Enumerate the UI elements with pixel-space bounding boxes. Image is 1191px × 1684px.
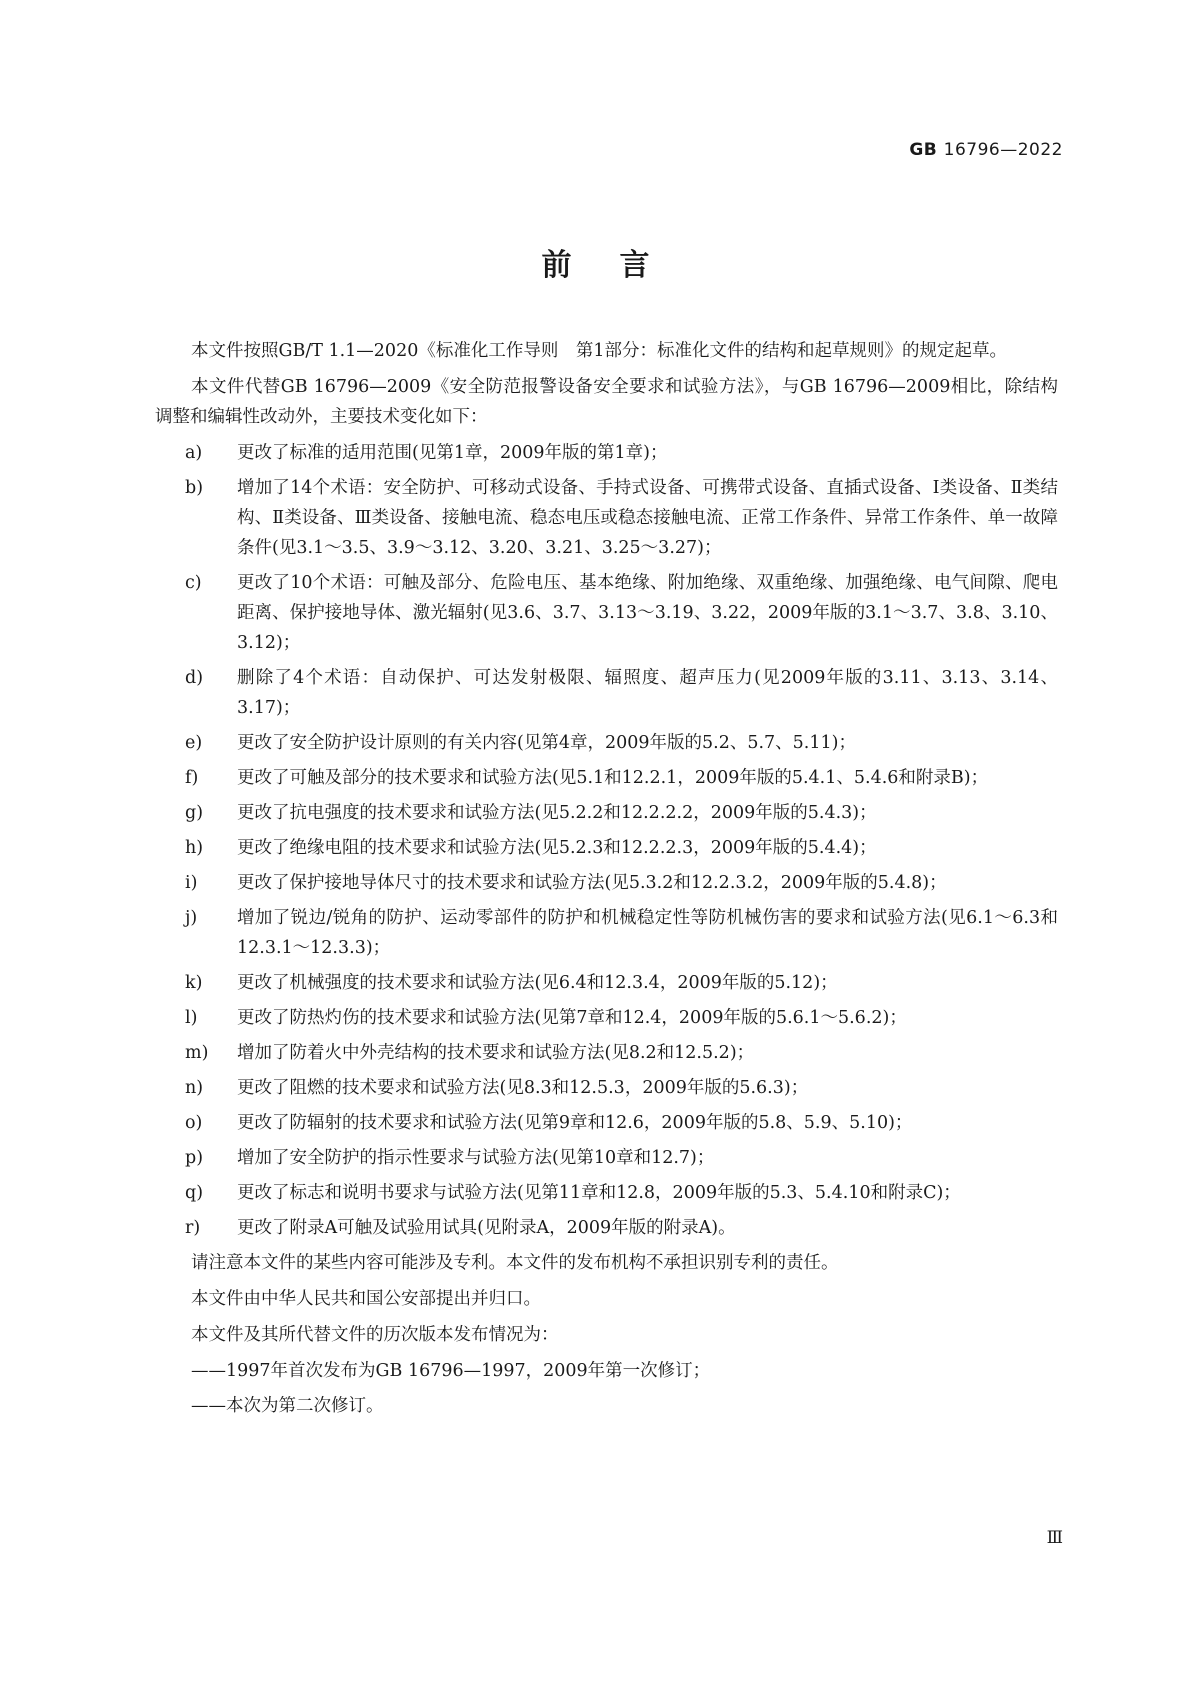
list-item-text: 增加了防着火中外壳结构的技术要求和试验方法(见8.2和12.5.2)； — [237, 1043, 755, 1063]
list-item-text: 更改了附录A可触及试验用试具(见附录A，2009年版的附录A)。 — [237, 1218, 736, 1238]
list-item — [155, 1003, 1058, 1033]
list-item-text: 更改了可触及部分的技术要求和试验方法(见5.1和12.2.1，2009年版的5.4.1、5.4.6和附录B)； — [237, 768, 989, 788]
page-title: 前言 — [541, 248, 698, 283]
list-item-label: j) — [185, 908, 198, 928]
standard-number — [909, 140, 1063, 160]
list-item-label: r) — [185, 1218, 201, 1238]
list-item-label: m) — [185, 1043, 209, 1063]
page-number: Ⅲ — [1046, 1528, 1063, 1548]
list-item-text: 删除了4个术语：自动保护、可达发射极限、辐照度、超声压力(见2009年版的3.11、3.13、3.14、3.17)； — [237, 668, 1058, 718]
list-item — [155, 903, 1058, 963]
list-item-text: 更改了防辐射的技术要求和试验方法(见第9章和12.6，2009年版的5.8、5.9、5.10)； — [237, 1113, 913, 1133]
list-item-label: c) — [185, 573, 202, 593]
list-item-text: 更改了安全防护设计原则的有关内容(见第4章，2009年版的5.2、5.7、5.11)； — [237, 733, 856, 753]
list-item-text: 更改了标准的适用范围(见第1章，2009年版的第1章)； — [237, 443, 668, 463]
list-item-text: 更改了绝缘电阻的技术要求和试验方法(见5.2.3和12.2.2.3，2009年版的5.4.4)； — [237, 838, 877, 858]
list-item-label: d) — [185, 668, 204, 688]
list-item-label: e) — [185, 733, 203, 753]
list-item — [155, 663, 1058, 723]
history-item: ——本次为第二次修订。 — [191, 1396, 384, 1416]
intro-paragraph-1: 本文件按照GB/T 1.1—2020《标准化工作导则 第1部分：标准化文件的结构和起草规则》的规定起草。 — [191, 341, 1007, 361]
list-item-text: 更改了防热灼伤的技术要求和试验方法(见第7章和12.4，2009年版的5.6.1～5.6.2)； — [237, 1008, 907, 1028]
changes-list — [155, 438, 1058, 1243]
list-item — [155, 1213, 1058, 1243]
list-item-text: 更改了机械强度的技术要求和试验方法(见6.4和12.3.4，2009年版的5.12)； — [237, 973, 838, 993]
list-item — [155, 1073, 1058, 1103]
history-item: ——1997年首次发布为GB 16796—1997，2009年第一次修订； — [191, 1361, 711, 1381]
list-item-text: 更改了10个术语：可触及部分、危险电压、基本绝缘、附加绝缘、双重绝缘、加强绝缘、电气间隙、爬电距离、保护接地导体、激光辐射(见3.6、3.7、3.13～3.19、3.22，2009年版的3.1～3.7、3.8、3.10、3.12)； — [237, 573, 1058, 653]
list-item-label: l) — [185, 1008, 198, 1028]
list-item — [155, 473, 1058, 563]
list-item-label: g) — [185, 803, 204, 823]
list-item-text: 更改了抗电强度的技术要求和试验方法(见5.2.2和12.2.2.2，2009年版的5.4.3)； — [237, 803, 877, 823]
patent-notice: 请注意本文件的某些内容可能涉及专利。本文件的发布机构不承担识别专利的责任。 — [191, 1253, 839, 1273]
list-item — [155, 1178, 1058, 1208]
list-item-text: 增加了锐边/锐角的防护、运动零部件的防护和机械稳定性等防机械伤害的要求和试验方法(见6.1～6.3和12.3.1～12.3.3)； — [237, 908, 1058, 958]
list-item-label: i) — [185, 873, 198, 893]
list-item — [155, 1143, 1058, 1173]
proposer-statement: 本文件由中华人民共和国公安部提出并归口。 — [191, 1289, 541, 1309]
list-item-label: q) — [185, 1183, 204, 1203]
list-item-text: 增加了14个术语：安全防护、可移动式设备、手持式设备、可携带式设备、直插式设备、Ⅰ类设备、Ⅱ类结构、Ⅱ类设备、Ⅲ类设备、接触电流、稳态电压或稳态接触电流、正常工作条件、异常工作条件、单一故障条件(见3.1～3.5、3.9～3.12、3.20、3.21、3.25～3.27)； — [237, 478, 1058, 558]
history-intro: 本文件及其所代替文件的历次版本发布情况为： — [191, 1325, 559, 1345]
standard-prefix: GB — [909, 140, 938, 160]
list-item — [155, 728, 1058, 758]
list-item — [155, 968, 1058, 998]
list-item-text: 增加了安全防护的指示性要求与试验方法(见第10章和12.7)； — [237, 1148, 715, 1168]
standard-code: 16796—2022 — [943, 140, 1063, 160]
list-item-label: b) — [185, 478, 204, 498]
list-item — [155, 833, 1058, 863]
list-item — [155, 868, 1058, 898]
list-item-text: 更改了保护接地导体尺寸的技术要求和试验方法(见5.3.2和12.2.3.2，2009年版的5.4.8)； — [237, 873, 947, 893]
list-item — [155, 1038, 1058, 1068]
list-item-label: f) — [185, 768, 199, 788]
list-item — [155, 763, 1058, 793]
list-item-label: n) — [185, 1078, 204, 1098]
list-item-text: 更改了标志和说明书要求与试验方法(见第11章和12.8，2009年版的5.3、5.4.10和附录C)； — [237, 1183, 961, 1203]
list-item — [155, 798, 1058, 828]
list-item — [155, 1108, 1058, 1138]
list-item — [155, 438, 1058, 468]
list-item-label: a) — [185, 443, 203, 463]
list-item-label: p) — [185, 1148, 204, 1168]
list-item-text: 更改了阻燃的技术要求和试验方法(见8.3和12.5.3，2009年版的5.6.3)； — [237, 1078, 809, 1098]
intro-paragraph-2: 本文件代替GB 16796—2009《安全防范报警设备安全要求和试验方法》，与GB 16796—2009相比，除结构调整和编辑性改动外，主要技术变化如下： — [155, 377, 1058, 427]
list-item-label: k) — [185, 973, 203, 993]
list-item — [155, 568, 1058, 658]
list-item-label: o) — [185, 1113, 203, 1133]
list-item-label: h) — [185, 838, 204, 858]
foreword-body — [155, 336, 1058, 1426]
